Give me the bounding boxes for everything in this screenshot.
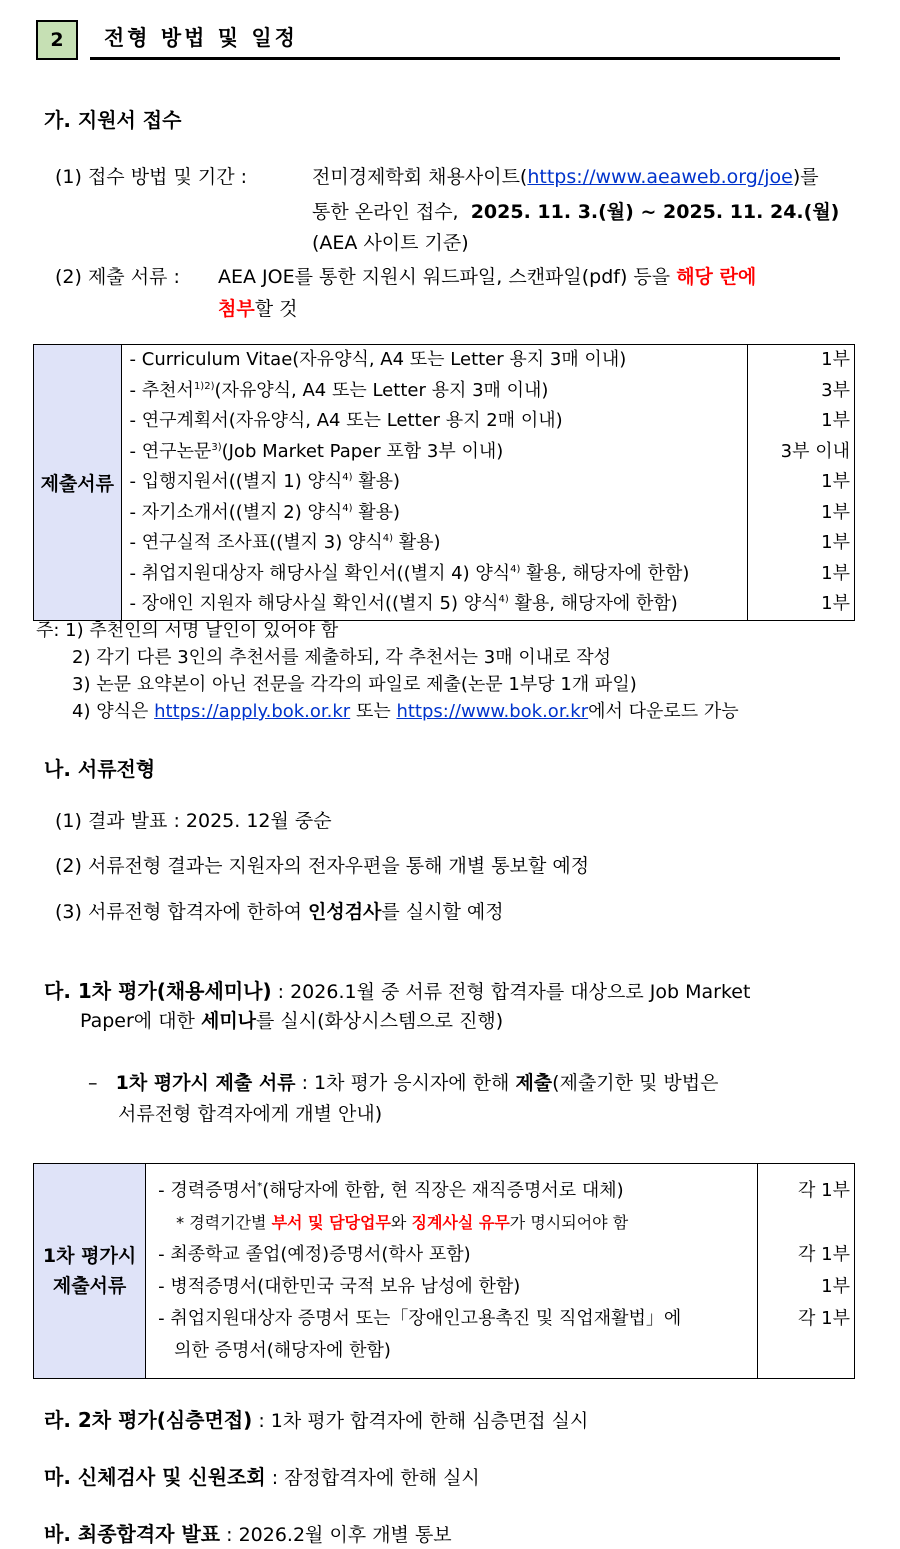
ga-item1-line1 bbox=[312, 162, 819, 189]
section-number-badge: 2 bbox=[36, 20, 78, 60]
doc-row: - 취업지원대상자 해당사실 확인서((별지 4) 양식$^{4)}$ 활용, 해당자에 한함) bbox=[129, 562, 690, 584]
first-eval-row: - 취업지원대상자 증명서 또는「장애인고용촉진 및 직업재활법」에 bbox=[158, 1308, 682, 1329]
note-4: 4) 양식은 https://apply.bok.or.kr 또는 https://www.bok.or.kr에서 다운로드 가능 bbox=[72, 701, 739, 722]
heading-ma: 마. 신체검사 및 신원조회 bbox=[44, 1465, 266, 1489]
ma-line: 마. 신체검사 및 신원조회 : 잠정합격자에 한해 실시 bbox=[44, 1465, 480, 1489]
documents-table-items bbox=[121, 345, 747, 621]
doc-count: 1부 bbox=[821, 562, 850, 584]
ba-line: 바. 최종합격자 발표 : 2026.2월 이후 개별 통보 bbox=[44, 1522, 452, 1546]
doc-count: 1부 bbox=[821, 349, 850, 370]
doc-row: - 연구계획서(자유양식, A4 또는 Letter 용지 2매 이내) bbox=[129, 410, 563, 431]
da-sub-line1: – 1차 평가시 제출 서류 : 1차 평가 응시자에 한해 제출(제출기한 및 방법은 bbox=[88, 1072, 719, 1094]
ga-item2-line2 bbox=[218, 294, 297, 321]
doc-count: 1부 bbox=[821, 501, 850, 523]
heading-ra: 라. 2차 평가(심층면접) bbox=[44, 1408, 253, 1432]
ga-item1-line2 bbox=[312, 197, 839, 224]
heading-ba: 바. 최종합격자 발표 bbox=[44, 1522, 221, 1546]
note-1: 주: 1) 추천인의 서명 날인이 있어야 함 bbox=[36, 620, 339, 641]
da-sub-line2: 서류전형 합격자에게 개별 안내) bbox=[118, 1103, 383, 1125]
first-eval-table-counts bbox=[758, 1164, 855, 1379]
ga-item1-line2-text: 통한 온라인 접수, bbox=[312, 201, 459, 223]
first-eval-table-items bbox=[146, 1164, 758, 1379]
ga-item1-end: )를 bbox=[792, 166, 819, 188]
documents-table-counts bbox=[747, 345, 854, 621]
ga-item1-line3: (AEA 사이트 기준) bbox=[312, 232, 469, 254]
na-item1: (1) 결과 발표 : 2025. 12월 중순 bbox=[55, 810, 332, 832]
ga-item2-line2-text: 할 것 bbox=[254, 298, 298, 320]
first-eval-count-empty bbox=[758, 1207, 854, 1239]
doc-count: 3부 bbox=[821, 379, 850, 401]
doc-count: 3부 이내 bbox=[780, 440, 850, 462]
bok-link[interactable]: https://www.bok.or.kr bbox=[396, 701, 589, 722]
ga-item2-line1 bbox=[218, 262, 756, 289]
ga-item1-label: (1) 접수 방법 및 기간 : bbox=[55, 166, 247, 188]
doc-count: 1부 bbox=[821, 471, 850, 492]
ga-item2-red1: 해당 란에 bbox=[676, 266, 757, 288]
doc-row: - 연구실적 조사표((별지 3) 양식$^{4)}$ 활용) bbox=[129, 532, 441, 553]
first-eval-count: 각 1부 bbox=[798, 1244, 850, 1265]
doc-count: 1부 bbox=[821, 410, 850, 431]
da-line1: 다. 1차 평가(채용세미나) : 2026.1월 중 서류 전형 합격자를 대상으로 Job Market bbox=[44, 979, 751, 1003]
ga-item2-text: AEA JOE를 통한 지원시 워드파일, 스캔파일(pdf) 등을 bbox=[218, 266, 671, 288]
application-period: 2025. 11. 3.(월) ~ 2025. 11. 24.(월) bbox=[470, 201, 840, 223]
da-line2: Paper에 대한 세미나를 실시(화상시스템으로 진행) bbox=[80, 1010, 504, 1032]
first-eval-count: 각 1부 bbox=[798, 1180, 850, 1201]
first-eval-table-header: 1차 평가시 제출서류 bbox=[34, 1164, 146, 1379]
section-title: 전형 방법 및 일정 bbox=[104, 26, 298, 50]
doc-count: 1부 bbox=[821, 532, 850, 553]
na-item3: (3) 서류전형 합격자에 한하여 인성검사를 실시할 예정 bbox=[55, 901, 504, 923]
aea-joe-link[interactable]: https://www.aeaweb.org/joe bbox=[527, 166, 793, 188]
first-eval-docs-table bbox=[33, 1163, 855, 1379]
first-eval-count: 각 1부 bbox=[798, 1308, 850, 1329]
doc-count: 1부 bbox=[821, 593, 850, 614]
documents-table bbox=[33, 344, 855, 621]
note-2: 2) 각기 다른 3인의 추천서를 제출하되, 각 추천서는 3매 이내로 작성 bbox=[72, 647, 612, 668]
note-3: 3) 논문 요약본이 아닌 전문을 각각의 파일로 제출(논문 1부당 1개 파일) bbox=[72, 674, 637, 695]
first-eval-row-cont: 의한 증명서(해당자에 한함) bbox=[174, 1340, 391, 1361]
doc-row: - 연구논문$^{3)}$(Job Market Paper 포함 3부 이내) bbox=[129, 440, 504, 462]
ga-item2-red2: 첨부 bbox=[218, 298, 255, 320]
ra-line: 라. 2차 평가(심층면접) : 1차 평가 합격자에 한해 심층면접 실시 bbox=[44, 1408, 589, 1432]
section-title-rule bbox=[90, 57, 840, 60]
apply-bok-link[interactable]: https://apply.bok.or.kr bbox=[154, 701, 351, 722]
doc-row: - 장애인 지원자 해당사실 확인서((별지 5) 양식$^{4)}$ 활용, 해당자에 한함) bbox=[129, 593, 678, 614]
first-eval-subnote: * 경력기간별 부서 및 담당업무와 징계사실 유무가 명시되어야 함 bbox=[176, 1213, 629, 1232]
doc-row: - 추천서$^{1)2)}$(자유양식, A4 또는 Letter 용지 3매 이내) bbox=[129, 379, 549, 401]
first-eval-row: - 경력증명서*(해당자에 한함, 현 직장은 재직증명서로 대체) bbox=[158, 1180, 624, 1201]
first-eval-row: - 최종학교 졸업(예정)증명서(학사 포함) bbox=[158, 1244, 471, 1265]
first-eval-count: 1부 bbox=[821, 1276, 850, 1297]
first-eval-row: - 병적증명서(대한민국 국적 보유 남성에 한함) bbox=[158, 1276, 521, 1297]
heading-da: 다. 1차 평가(채용세미나) bbox=[44, 979, 272, 1003]
ga-item2-label: (2) 제출 서류 : bbox=[55, 266, 180, 288]
doc-row: - Curriculum Vitae(자유양식, A4 또는 Letter 용지 3매 이내) bbox=[129, 349, 627, 370]
doc-row: - 입행지원서((별지 1) 양식$^{4)}$ 활용) bbox=[129, 471, 401, 492]
heading-na: 나. 서류전형 bbox=[44, 757, 156, 781]
na-item2: (2) 서류전형 결과는 지원자의 전자우편을 통해 개별 통보할 예정 bbox=[55, 855, 590, 877]
ga-item1-text: 전미경제학회 채용사이트( bbox=[312, 166, 528, 188]
doc-row: - 자기소개서((별지 2) 양식$^{4)}$ 활용) bbox=[129, 501, 401, 523]
heading-ga: 가. 지원서 접수 bbox=[44, 108, 182, 132]
documents-table-header: 제출서류 bbox=[34, 345, 122, 621]
